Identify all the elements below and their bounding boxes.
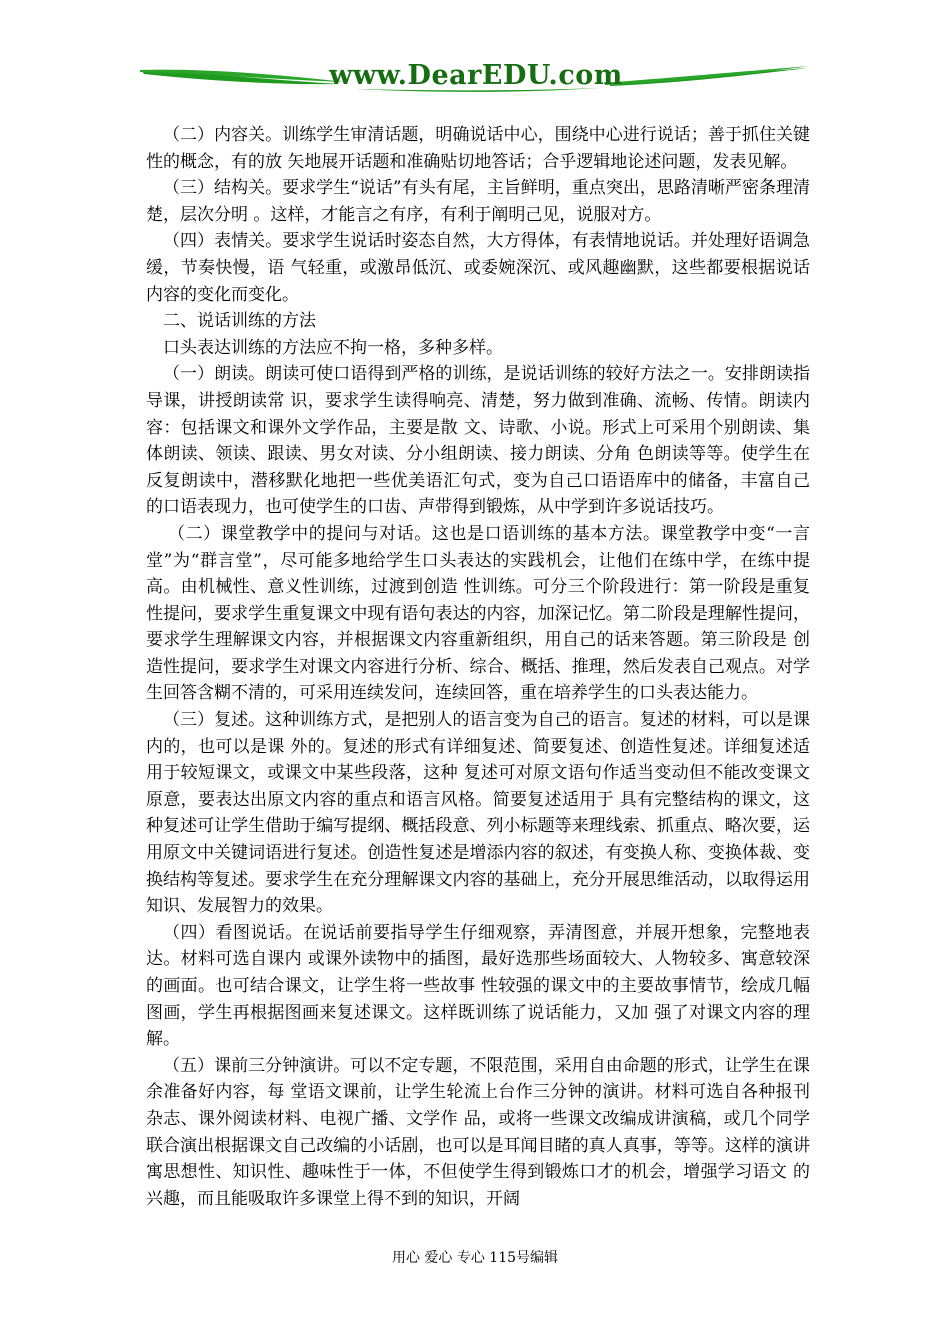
paragraph-speech: （五）课前三分钟演讲。可以不定专题，不限范围，采用自由命题的形式，让学生在课余准备好内容，每 堂语文课前，让学生轮流上台作三分钟的演讲。材料可选自各种报刊杂志、课外阅读材料、电视广播、文学作 品，或将一些课文改编成讲演稿，或几个同学联合演出根据课文自己改编的小话剧，也可以是耳闻目睹的真人真事，等等。这样的演讲寓思想性、知识性、趣味性于一体，不但使学生得到锻炼口才的机会，增强学习语文 的兴趣，而且能吸取许多课堂上得不到的知识，开阔	[146, 1055, 810, 1209]
page-footer: 用心 爱心 专心 115号编辑	[391, 1250, 559, 1266]
site-header	[140, 58, 812, 98]
paragraph-retelling: （三）复述。这种训练方式，是把别人的语言变为自己的语言。复述的材料，可以是课内的，也可以是课 外的。复述的形式有详细复述、简要复述、创造性复述。详细复述适用于较短课文，或课文中某些段落，这种 复述可对原文语句作适当变动但不能改变课文原意，要表达出原文内容的重点和语言风格。简要复述适用于 具有完整结构的课文，这种复述可让学生借助于编写提纲、概括段意、列小标题等来理线索、抓重点、略次要，运用原文中关键词语进行复述。创造性复述是增添内容的叙述，有变换人称、变换体裁、变换结构等复述。要求学生在充分理解课文内容的基础上，充分开展思维活动，以取得运用知识、发展智力的效果。	[146, 710, 810, 917]
paragraph-questioning: （二）课堂教学中的提问与对话。这也是口语训练的基本方法。课堂教学中变“一言堂”为“群言堂”，尽可能多地给学生口头表达的实践机会，让他们在练中学，在练中提高。由机械性、意义性训练，过渡到创造 性训练。可分三个阶段进行：第一阶段是重复性提问，要求学生重复课文中现有语句表达的内容，加深记忆。第二阶段是理解性提问，要求学生理解课文内容，并根据课文内容重新组织，用自己的话来答题。第三阶段是 创造性提问，要求学生对课文内容进行分析、综合、概括、推理，然后发表自己观点。对学生回答含糊不清的，可采用连续发问，连续回答，重在培养学生的口头表达能力。	[146, 523, 810, 704]
paragraph-expression-check: （四）表情关。要求学生说话时姿态自然，大方得体，有表情地说话。并处理好语调急缓，节奏快慢，语 气轻重，或激昂低沉、或委婉深沉、或风趣幽默，这些都要根据说话内容的变化而变化。	[146, 231, 810, 305]
site-logo-text[interactable]: www.DearEDU.com	[329, 60, 623, 91]
paragraph-reading-aloud: （一）朗读。朗读可使口语得到严格的训练，是说话训练的较好方法之一。安排朗读指导课，讲授朗读常 识，要求学生读得响亮、清楚，努力做到准确、流畅、传情。朗读内容：包括课文和课外文学作品，主要是散 文、诗歌、小说。形式上可采用个别朗读、集体朗读、领读、跟读、男女对读、分小组朗读、接力朗读、分角 色朗读等等。使学生在反复朗读中，潜移默化地把一些优美语汇句式，变为自己口语语库中的储备，丰富自己 的口语表现力，也可使学生的口齿、声带得到锻炼，从中学到许多说话技巧。	[146, 364, 810, 518]
paragraph-picture-talk: （四）看图说话。在说话前要指导学生仔细观察，弄清图意，并展开想象，完整地表达。材料可选自课内 或课外读物中的插图，最好选那些场面较大、人物较多、寓意较深的画面。也可结合课文，让学生将一些故事 性较强的课文中的主要故事情节，绘成几幅图画，学生再根据图画来复述课文。这样既训练了说话能力，又加 强了对课文内容的理解。	[146, 922, 810, 1050]
paragraph-content-check: （二）内容关。训练学生审清话题，明确说话中心，围绕中心进行说话；善于抓住关键性的概念，有的放 矢地展开话题和准确贴切地答话；合乎逻辑地论述问题，发表见解。	[146, 125, 810, 172]
paragraph-structure-check: （三）结构关。要求学生“说话”有头有尾，主旨鲜明，重点突出，思路清晰严密条理清楚，层次分明 。这样，才能言之有序，有利于阐明己见，说服对方。	[146, 178, 810, 225]
paragraph-intro: 口头表达训练的方法应不拘一格，多种多样。	[163, 337, 503, 358]
section-heading: 二、说话训练的方法	[163, 311, 316, 332]
article-body	[146, 122, 810, 1212]
